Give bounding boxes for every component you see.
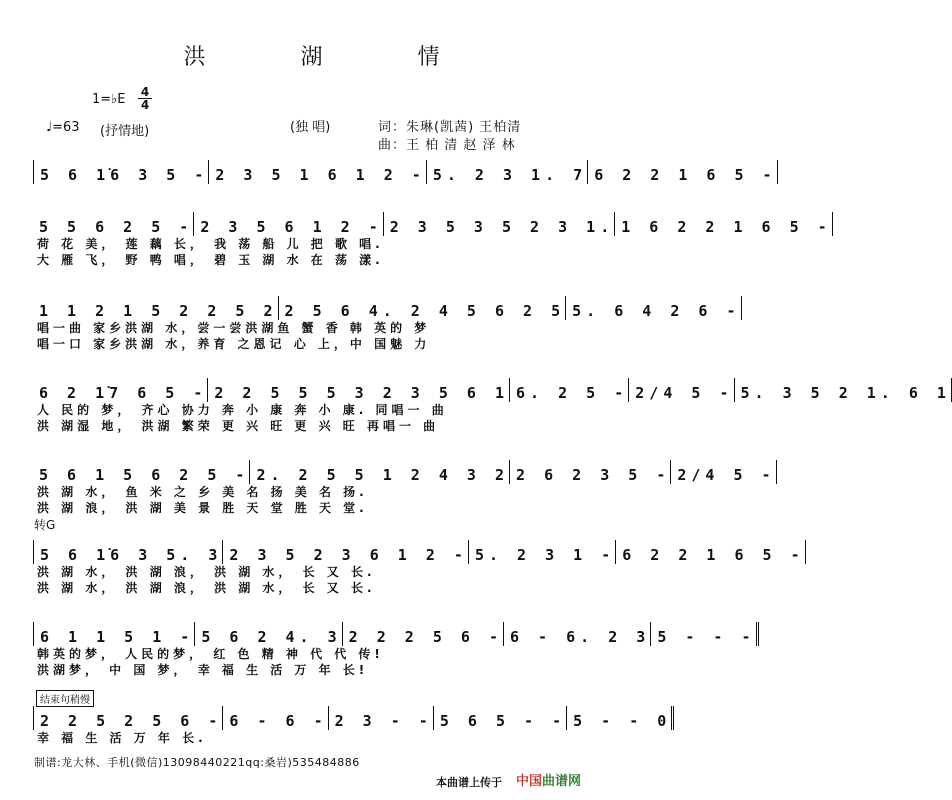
measure: 1 6 2 2 1 6 5 - — [615, 212, 832, 236]
measure: 5 - - - — [651, 622, 758, 646]
measure: 6 2 2 1 6 5 - — [616, 540, 805, 564]
notes-row — [33, 460, 776, 484]
measure: 2 3 5 6 1 2 - — [194, 212, 383, 236]
staff-system — [33, 460, 776, 516]
staff-system — [33, 378, 951, 434]
credit-line: 制谱:龙大林、手机(微信)13098440221qq:桑岩)535484886 — [34, 756, 360, 769]
measure: 2 3 - - — [329, 706, 434, 730]
staff-system — [33, 706, 672, 746]
notes-row — [33, 212, 832, 236]
lyric-line: 洪 湖 水， 鱼 米 之 乡 美 名 扬 美 名 扬. — [37, 485, 368, 499]
measure: 6 2 2 1 6 5 - — [588, 160, 777, 184]
lyric-line: 唱一曲 家乡洪湖 水，尝一尝洪湖鱼 蟹 香 韩 英的 梦 — [37, 321, 431, 335]
measure: 6 - 6. 2 3 — [504, 622, 651, 646]
lyric-line: 洪 湖 水， 洪 湖 浪， 洪 湖 水， 长 又 长. — [37, 565, 376, 579]
performance-form: (独 唱) — [290, 120, 331, 135]
measure: 2/4 5 - — [671, 460, 776, 484]
staff-system — [33, 160, 777, 184]
measure: 2 2 5 2 5 6 - — [34, 706, 223, 730]
measure: 5 6 2 4. 3 — [195, 622, 342, 646]
lyric-line: 洪湖梦， 中 国 梦， 幸 福 生 活 万 年 长! — [37, 663, 369, 677]
lyric-line: 洪 湖 浪， 洪 湖 美 景 胜 天 堂 胜 天 堂. — [37, 501, 368, 515]
site-logo — [516, 770, 581, 789]
measure: 6 - 6 - — [223, 706, 328, 730]
measure: 1 1 2 1 5 2 2 5 2 — [33, 296, 279, 320]
time-signature — [138, 86, 152, 111]
measure: 2 5 6 4. 2 4 5 6 2 5 — [279, 296, 567, 320]
staff-system — [33, 540, 805, 596]
measure: 6 2 1̇7 6 5 - — [33, 378, 208, 402]
measure: 5 - - 0 — [567, 706, 674, 730]
measure: 5 6 5 - - — [434, 706, 567, 730]
lyric-line: 唱一口 家乡洪湖 水，养育 之恩记 心 上，中 国魅 力 — [37, 337, 431, 351]
lyric-line: 洪 湖湿 地， 洪湖 繁荣 更 兴 旺 更 兴 旺 再唱一 曲 — [37, 419, 440, 433]
lyric-line: 洪 湖 水， 洪 湖 浪， 洪 湖 水， 长 又 长. — [37, 581, 376, 595]
measure: 6. 2 5 - — [510, 378, 629, 402]
logo-prefix: 中国 — [516, 774, 543, 789]
lyric-line: 荷 花 美， 莲 藕 长， 我 荡 船 儿 把 歌 唱. — [37, 237, 384, 251]
staff-system — [33, 622, 756, 678]
time-bottom: 4 — [140, 98, 150, 112]
modulation-mark: 转G — [34, 518, 56, 532]
tempo-mark: ♩=63 — [46, 120, 80, 135]
measure: 5 6 1 5 6 2 5 - — [33, 460, 250, 484]
notes-row — [33, 296, 741, 320]
lyric-line: 人 民的 梦， 齐心 协力 奔 小 康 奔 小 康. 同唱一 曲 — [37, 403, 448, 417]
notes-row — [33, 378, 951, 402]
notes-row — [33, 622, 756, 646]
measure: 5 6 1̇6 3 5. 3 — [34, 540, 223, 564]
measure: 5. 3 5 2 1. 6 1 — [735, 378, 952, 402]
logo-name: 曲谱网 — [542, 774, 582, 789]
staff-system — [33, 296, 741, 352]
measure: 5. 2 3 1. 7 — [427, 160, 588, 184]
measure: 6 1 1 5 1 - — [34, 622, 195, 646]
notes-row — [33, 160, 777, 184]
measure: 2 2 5 5 5 3 2 3 5 6 1 — [208, 378, 510, 402]
lyric-line: 韩英的梦， 人民的梦， 红 色 精 神 代 代 传! — [37, 647, 384, 661]
measure: 2 3 5 3 5 2 3 1. — [384, 212, 616, 236]
key-signature: 1=♭E — [92, 92, 126, 107]
composer: 曲：王 柏 清 赵 泽 林 — [378, 138, 516, 153]
measure: 2 2 2 5 6 - — [343, 622, 504, 646]
page-title: 洪 湖 情 — [183, 45, 484, 70]
measure: 5. 6 4 2 6 - — [566, 296, 741, 320]
upload-text: 本曲谱上传于 — [436, 776, 502, 789]
staff-system — [33, 212, 832, 268]
lyric-line: 幸 福 生 活 万 年 长. — [37, 731, 207, 745]
measure: 2 3 5 2 3 6 1 2 - — [223, 540, 469, 564]
ending-note: 结束句稍慢 — [36, 690, 94, 707]
measure: 2. 2 5 5 1 2 4 3 2 — [250, 460, 510, 484]
measure: 2 3 5 1 6 1 2 - — [209, 160, 426, 184]
notes-row — [33, 706, 672, 730]
time-top: 4 — [138, 86, 152, 99]
measure: 5 6 1̇6 3 5 - — [34, 160, 209, 184]
notes-row — [33, 540, 805, 564]
lyricist: 词：朱琳(凯茜) 王柏清 — [378, 120, 522, 135]
measure: 5. 2 3 1 - — [469, 540, 616, 564]
measure: 5 5 6 2 5 - — [33, 212, 194, 236]
lyric-line: 大 雁 飞， 野 鸭 唱， 碧 玉 湖 水 在 荡 漾. — [37, 253, 384, 267]
expression-mark: (抒情地) — [100, 124, 150, 139]
measure: 2 6 2 3 5 - — [510, 460, 671, 484]
measure: 2/4 5 - — [629, 378, 734, 402]
